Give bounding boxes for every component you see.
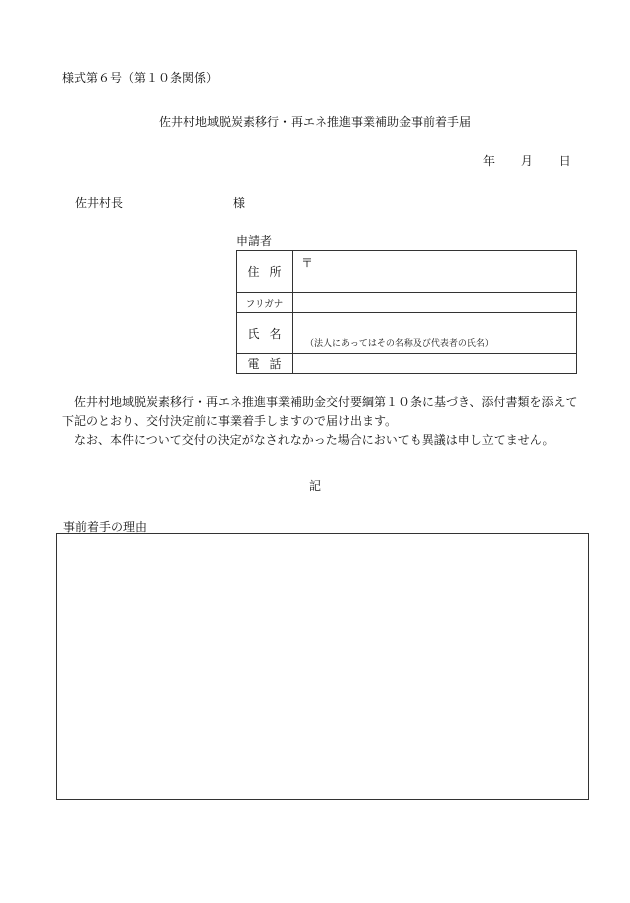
phone-row [237,354,576,373]
form-number: 様式第６号（第１０条関係） [62,71,219,85]
applicant-table [236,250,577,374]
address-field[interactable] [294,251,576,292]
name-label: 氏名 [237,313,293,353]
phone-field[interactable] [294,354,576,373]
body-paragraph-2: なお、本件について交付の決定がなされなかった場合においても異議は申し立てません。 [74,433,555,447]
furigana-field[interactable] [294,293,576,312]
furigana-row [237,293,576,313]
address-label: 住所 [237,251,293,292]
ki-heading: 記 [308,479,321,493]
phone-label: 電話 [237,354,293,373]
name-note: （法人にあってはその名称及び代表者の氏名） [305,339,494,349]
date-year-label: 年 [483,154,496,168]
reason-label: 事前着手の理由 [63,520,148,534]
date-month-label: 月 [520,154,533,168]
applicant-label: 申請者 [236,234,273,248]
date-day-label: 日 [558,154,571,168]
reason-input-box[interactable] [56,533,589,800]
addressee-honorific: 様 [233,196,246,210]
address-row [237,251,576,293]
date-line [483,152,571,169]
furigana-label: フリガナ [237,293,293,312]
addressee-name: 佐井村長 [75,196,124,210]
name-field[interactable] [294,313,576,353]
body-text [62,393,589,450]
body-paragraph-1: 佐井村地域脱炭素移行・再エネ推進事業補助金交付要綱第１０条に基づき、添付書類を添えて下記のとおり、交付決定前に事業着手しますので届け出ます。 [62,395,578,428]
document-title: 佐井村地域脱炭素移行・再エネ推進事業補助金事前着手届 [158,115,471,129]
name-row [237,313,576,354]
postal-mark-icon: 〒 [301,256,314,270]
